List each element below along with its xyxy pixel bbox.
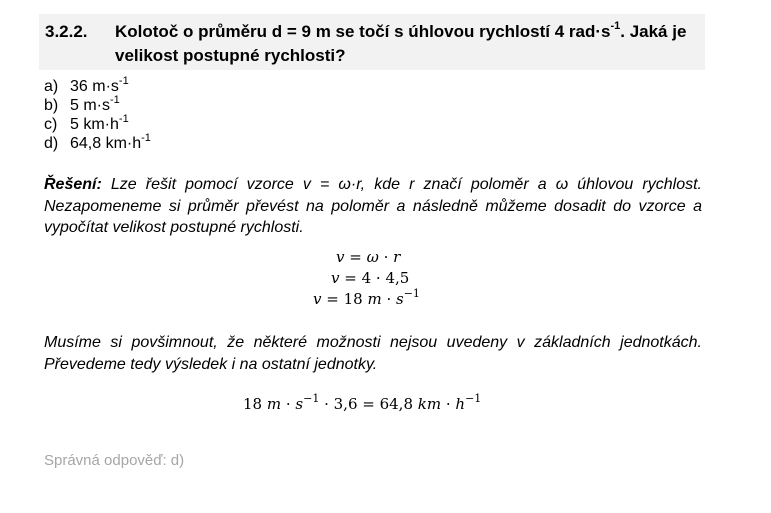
equation-substitution bbox=[331, 269, 409, 287]
eq-symbol: h bbox=[455, 395, 466, 413]
eq-symbol: m bbox=[266, 395, 282, 413]
option-exponent: -1 bbox=[118, 74, 129, 87]
equation-conversion bbox=[243, 392, 482, 413]
question-text-part2: . Jaká je velikost postupné rychlosti? bbox=[115, 22, 687, 65]
eq-value: 64,8 bbox=[379, 395, 418, 413]
option-exponent: -1 bbox=[141, 131, 151, 144]
option-letter: c) bbox=[44, 116, 58, 133]
solution-text: Lze řešit pomocí vzorce v = ω·r, kde r značí poloměr a ω úhlovou rychlost. Nezapomeneme si průměr převést na poloměr a následně můžeme dosadit do vzorce a vypočítat velikost postupné rychlosti. bbox=[44, 176, 702, 236]
eq-value: 18 bbox=[243, 395, 267, 413]
eq-value: 18 bbox=[343, 290, 368, 308]
option-value: 36 m·s bbox=[70, 78, 119, 95]
eq-symbol: m bbox=[367, 290, 382, 308]
answer-options bbox=[44, 74, 151, 153]
eq-symbol: v bbox=[336, 248, 345, 266]
eq-operator: · bbox=[441, 395, 456, 413]
question-text-part1: Kolotoč o průměru d = 9 m se točí s úhlovou rychlostí 4 rad·s bbox=[115, 22, 611, 41]
note-paragraph: Musíme si povšimnout, že některé možnosti nejsou uvedeny v základních jednotkách. Převedeme tedy výsledek i na ostatní jednotky. bbox=[44, 334, 702, 373]
option-letter: b) bbox=[44, 97, 59, 114]
eq-symbol: s bbox=[295, 395, 304, 413]
eq-symbol: km bbox=[417, 395, 442, 413]
option-letter: a) bbox=[44, 78, 59, 95]
option-exponent: -1 bbox=[118, 112, 129, 125]
eq-exponent: −1 bbox=[303, 392, 320, 405]
eq-value: 4 · 4,5 bbox=[361, 269, 410, 287]
eq-exponent: −1 bbox=[403, 287, 420, 300]
eq-symbol: s bbox=[396, 290, 404, 308]
eq-operator: · bbox=[281, 395, 296, 413]
eq-exponent: −1 bbox=[465, 392, 482, 405]
correct-answer: Správná odpověď: d) bbox=[44, 452, 185, 469]
option-value: 5 m·s bbox=[70, 97, 110, 114]
question-number: 3.2.2. bbox=[45, 22, 88, 41]
eq-symbol: ω bbox=[366, 248, 379, 266]
option-a bbox=[44, 74, 151, 96]
option-c bbox=[44, 112, 151, 134]
eq-operator: = bbox=[344, 248, 367, 266]
solution-paragraph bbox=[44, 174, 702, 239]
option-value: 5 km·h bbox=[70, 116, 119, 133]
eq-symbol: r bbox=[393, 248, 401, 266]
eq-symbol: v bbox=[331, 269, 340, 287]
eq-operator: · bbox=[381, 290, 396, 308]
question-text-superscript: -1 bbox=[610, 20, 621, 33]
eq-symbol: v bbox=[313, 290, 322, 308]
option-d bbox=[44, 131, 151, 153]
solution-label: Řešení: bbox=[44, 176, 102, 193]
question-text bbox=[115, 20, 705, 68]
option-b bbox=[44, 93, 151, 115]
equation-formula bbox=[336, 248, 400, 266]
option-value: 64,8 km·h bbox=[70, 135, 142, 152]
equation-result bbox=[313, 287, 420, 308]
eq-operator: · bbox=[378, 248, 394, 266]
option-exponent: -1 bbox=[110, 93, 120, 106]
eq-operator: = bbox=[321, 290, 344, 308]
eq-operator: = bbox=[339, 269, 362, 287]
option-letter: d) bbox=[44, 135, 59, 152]
eq-operator: · 3,6 = bbox=[319, 395, 380, 413]
